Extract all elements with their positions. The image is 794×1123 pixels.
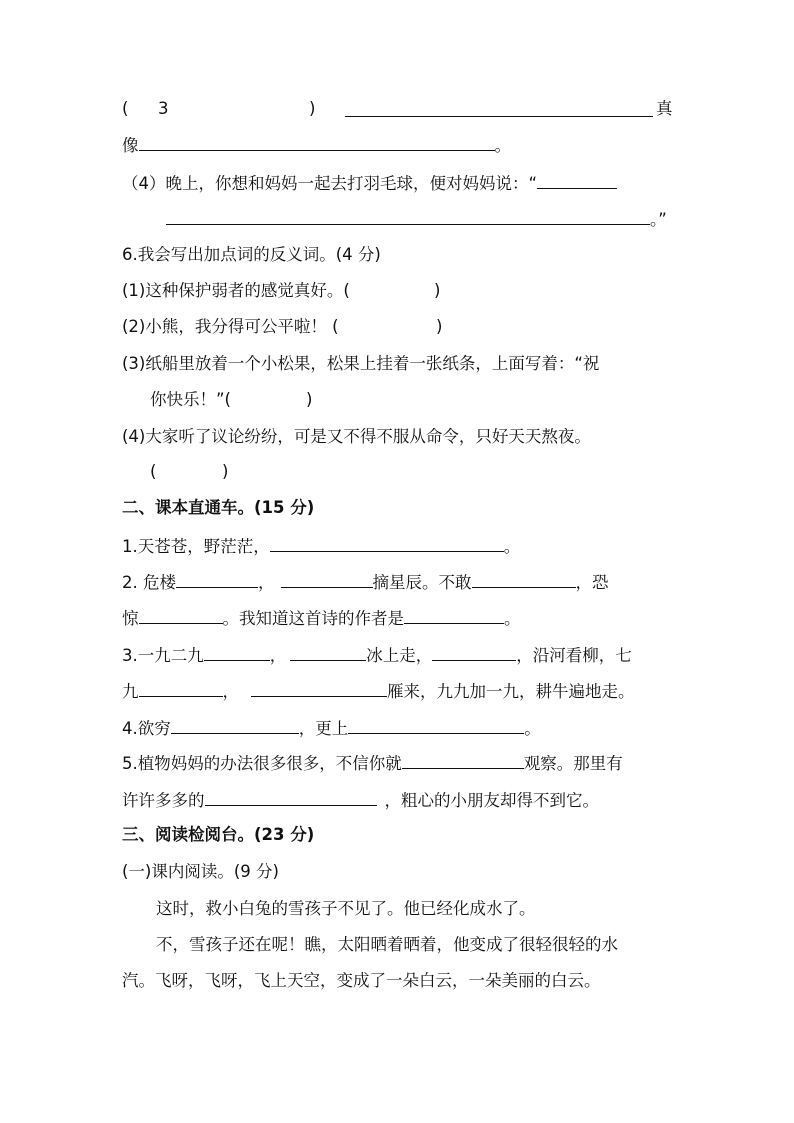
close-paren: ) — [436, 317, 443, 336]
q6-item-3-line1: (3)纸船里放着一个小松果，松果上挂着一张纸条，上面写着：“祝 — [122, 354, 600, 373]
section3-title: 三、阅读检阅台。(23 分) — [122, 825, 315, 844]
q6-item-1 — [122, 279, 673, 303]
line-end-char: 真 — [656, 99, 673, 118]
answer-blank[interactable] — [270, 534, 504, 552]
s2-q5-line1 — [122, 751, 673, 775]
open-paren: ( — [122, 99, 129, 118]
answer-blank[interactable] — [171, 716, 299, 734]
s2-q5-end: 观察。那里有 — [523, 754, 623, 773]
period: 。 — [503, 537, 521, 556]
s2-q3-mid2: ，沿河看柳，七 — [516, 646, 632, 665]
section2-title: 二、课本直通车。(15 分) — [122, 498, 315, 517]
answer-blank[interactable] — [166, 207, 650, 225]
answer-blank[interactable] — [139, 679, 223, 697]
answer-blank[interactable] — [537, 171, 617, 189]
s2-q3-line1 — [122, 643, 673, 667]
s3-para2-line2: 汽。飞呀，飞呀，飞上天空，变成了一朵白云，一朵美丽的白云。 — [122, 971, 601, 990]
q6-item-3-line2 — [150, 388, 673, 412]
answer-blank[interactable] — [348, 716, 524, 734]
s2-q3-line2 — [122, 679, 673, 703]
answer-blank[interactable] — [290, 643, 366, 661]
q6-item-3-text: 你快乐！”( — [150, 390, 231, 409]
s2-q1-text: 1.天苍苍，野茫茫， — [122, 537, 270, 556]
s2-q2-line1 — [122, 570, 673, 594]
period: 。 — [494, 136, 511, 155]
answer-blank[interactable] — [472, 570, 576, 588]
s2-q4-mid: ，更上 — [298, 719, 349, 738]
s2-q3-line2-start: 九 — [122, 682, 139, 701]
s3-para1: 这时，救小白兔的雪孩子不见了。他已经化成水了。 — [156, 899, 536, 918]
s2-q2-line2 — [122, 606, 673, 630]
q5-item3-line2 — [122, 133, 673, 157]
s2-q2-start: 2. 危楼 — [122, 573, 176, 592]
close-paren: ) — [306, 390, 313, 409]
line-start-char: 像 — [122, 136, 139, 155]
q6-item-4-line1: (4)大家听了议论纷纷，可是又不得不服从命令，只好天天熬夜。 — [122, 427, 591, 446]
period: 。 — [524, 719, 541, 738]
q6-item-4-line2 — [150, 460, 673, 484]
q6-item-2-text: (2)小熊，我分得可公平啦！ ( — [122, 317, 339, 336]
s2-q2-comma2: ，恐 — [575, 573, 609, 592]
q6-item-2 — [122, 315, 673, 339]
q6-item-1-text: (1)这种保护弱者的感觉真好。( — [122, 281, 350, 300]
s2-q5-line2-end: ，粗心的小朋友却得不到它。 — [384, 791, 599, 810]
s2-q2-line2-start: 惊 — [122, 609, 139, 628]
q5-item4-text: （4）晚上，你想和妈妈一起去打羽毛球，便对妈妈说：“ — [122, 174, 538, 193]
answer-blank[interactable] — [139, 606, 223, 624]
q6-title: 6.我会写出加点词的反义词。(4 分) — [122, 245, 381, 264]
s2-q3-start: 3.一九二九 — [122, 646, 204, 665]
item-number: 3 — [158, 99, 169, 118]
answer-blank[interactable] — [402, 751, 524, 769]
answer-blank[interactable] — [404, 606, 504, 624]
s2-q1 — [122, 534, 673, 558]
comma: ， — [258, 573, 275, 592]
s2-q5-line2 — [122, 788, 673, 812]
answer-blank[interactable] — [251, 679, 387, 697]
s2-q4-start: 4.欲穷 — [122, 719, 171, 738]
answer-blank[interactable] — [139, 133, 495, 151]
s2-q2-mid: 摘星辰。不敢 — [372, 573, 472, 592]
close-paren: ) — [309, 99, 316, 118]
s2-q2-line2-mid: 。我知道这首诗的作者是 — [222, 609, 404, 628]
close-paren: ) — [434, 281, 441, 300]
answer-blank[interactable] — [281, 570, 373, 588]
s2-q4 — [122, 716, 673, 740]
answer-blank[interactable] — [345, 99, 653, 117]
comma: ， — [269, 646, 287, 665]
s2-q3-mid: 冰上走， — [366, 646, 433, 665]
s2-q3-line2-end: 雁来，九九加一九，耕牛遍地走。 — [387, 682, 635, 701]
s3-sub1: (一)课内阅读。(9 分) — [122, 862, 279, 881]
close-paren: ) — [222, 462, 229, 481]
answer-blank[interactable] — [205, 788, 377, 806]
s2-q5-line2-start: 许许多多的 — [122, 791, 205, 810]
s2-q5-start: 5.植物妈妈的办法很多很多，不信你就 — [122, 754, 402, 773]
comma: ， — [222, 682, 239, 701]
q5-item4-line2 — [122, 207, 673, 231]
s3-para2-line1: 不，雪孩子还在呢！瞧，太阳晒着晒着，他变成了很轻很轻的水 — [156, 935, 618, 954]
close-quote: 。” — [650, 210, 667, 229]
answer-blank[interactable] — [176, 570, 258, 588]
q5-item4-line1 — [122, 171, 673, 195]
answer-blank[interactable] — [432, 643, 516, 661]
open-paren: ( — [150, 462, 157, 481]
period: 。 — [504, 609, 521, 628]
q5-item3-line1 — [122, 97, 673, 121]
answer-blank[interactable] — [204, 643, 270, 661]
